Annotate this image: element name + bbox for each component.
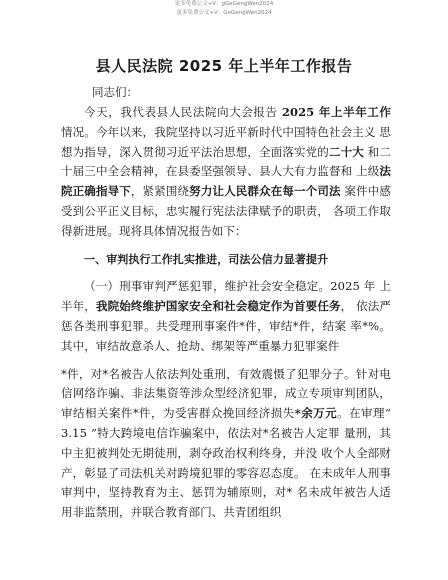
text-run: ，紧紧围绕 <box>130 184 190 199</box>
text-run: ， 依法严惩各类刑事犯罪。共受理刑事案件*件，审结*件，结案 率*%。其中，审结故意杀人、抢劫、绑架等严重暴力犯罪案件 <box>61 299 391 353</box>
text-run: 情况。今年以来，我院坚持以习近平新时代中国特色社会主义 思想为指导，深入贯彻习近平法治思想，全面落实党的 <box>61 124 391 159</box>
text-run: *件，对*名被告人依法判处重刑，有效震慑了犯罪分子。针对电信网络诈骗、非法集资等涉众型经济犯罪，成立专项审判团队，审结相关案件*件，为受害群众挽回经济损失 <box>61 366 391 421</box>
text-run: 今天，我代表县人民法院向大会报告 <box>84 105 282 119</box>
document-title: 县人民法院 2025 年上半年工作报告 <box>95 57 353 75</box>
greeting: 同志们： <box>92 85 138 99</box>
paragraph-criminal-cont <box>61 365 391 523</box>
text-run: （一）刑事审判严惩犯罪，维护社会安全稳定。2025 年 上半年， <box>61 279 391 314</box>
watermark-line-2: 更多免费公文+V：GeGengWen2024 <box>176 10 272 16</box>
watermark-line-1: 更多免费公文+V：gGeGengWen2024 <box>174 1 274 7</box>
bold-run: 法院正确指导下 <box>61 164 391 199</box>
bold-run: 努力让人民群众在每一个司法 <box>189 184 341 199</box>
paragraph-criminal <box>61 277 391 356</box>
text-run: 案件中感受到公平正义目标，忠实履行宪法法律赋予的职责， 各项工作取得新进展。现将具体情况报告如下： <box>61 184 391 238</box>
bold-run: 二十大 <box>328 144 364 159</box>
bold-run: 2025 年上半年工作 <box>281 105 391 119</box>
paragraph-intro <box>61 103 391 242</box>
section-heading: 一、审判执行工作扎实推进，司法公信力显著提升 <box>84 252 329 266</box>
text-run: 和二十届三中全会精神，在县委坚强领导、县人大有力监督和 上级 <box>61 144 391 179</box>
text-run: 没 收个人全部财产，彰显了司法机关对跨境犯罪的零容忍态度。 在未成年人刑事审判中，坚持教育为主、惩罚为辅原则，对* 名未成年被告人适用非监禁刑，并联合教育部门、共青团组织 <box>61 445 391 520</box>
text-run: 。在审理“ 3.15 ”特大跨境电信诈骗案中，依法对*名被告人定罪 量刑，其中主犯被判处无期徒刑，剥夺政治权利终身，并 <box>61 406 391 460</box>
bold-run: 我院始终维护国家安全和社会稳定作为首要任务 <box>95 299 341 314</box>
bold-run: *余万元 <box>294 406 338 421</box>
document-body <box>61 103 391 523</box>
